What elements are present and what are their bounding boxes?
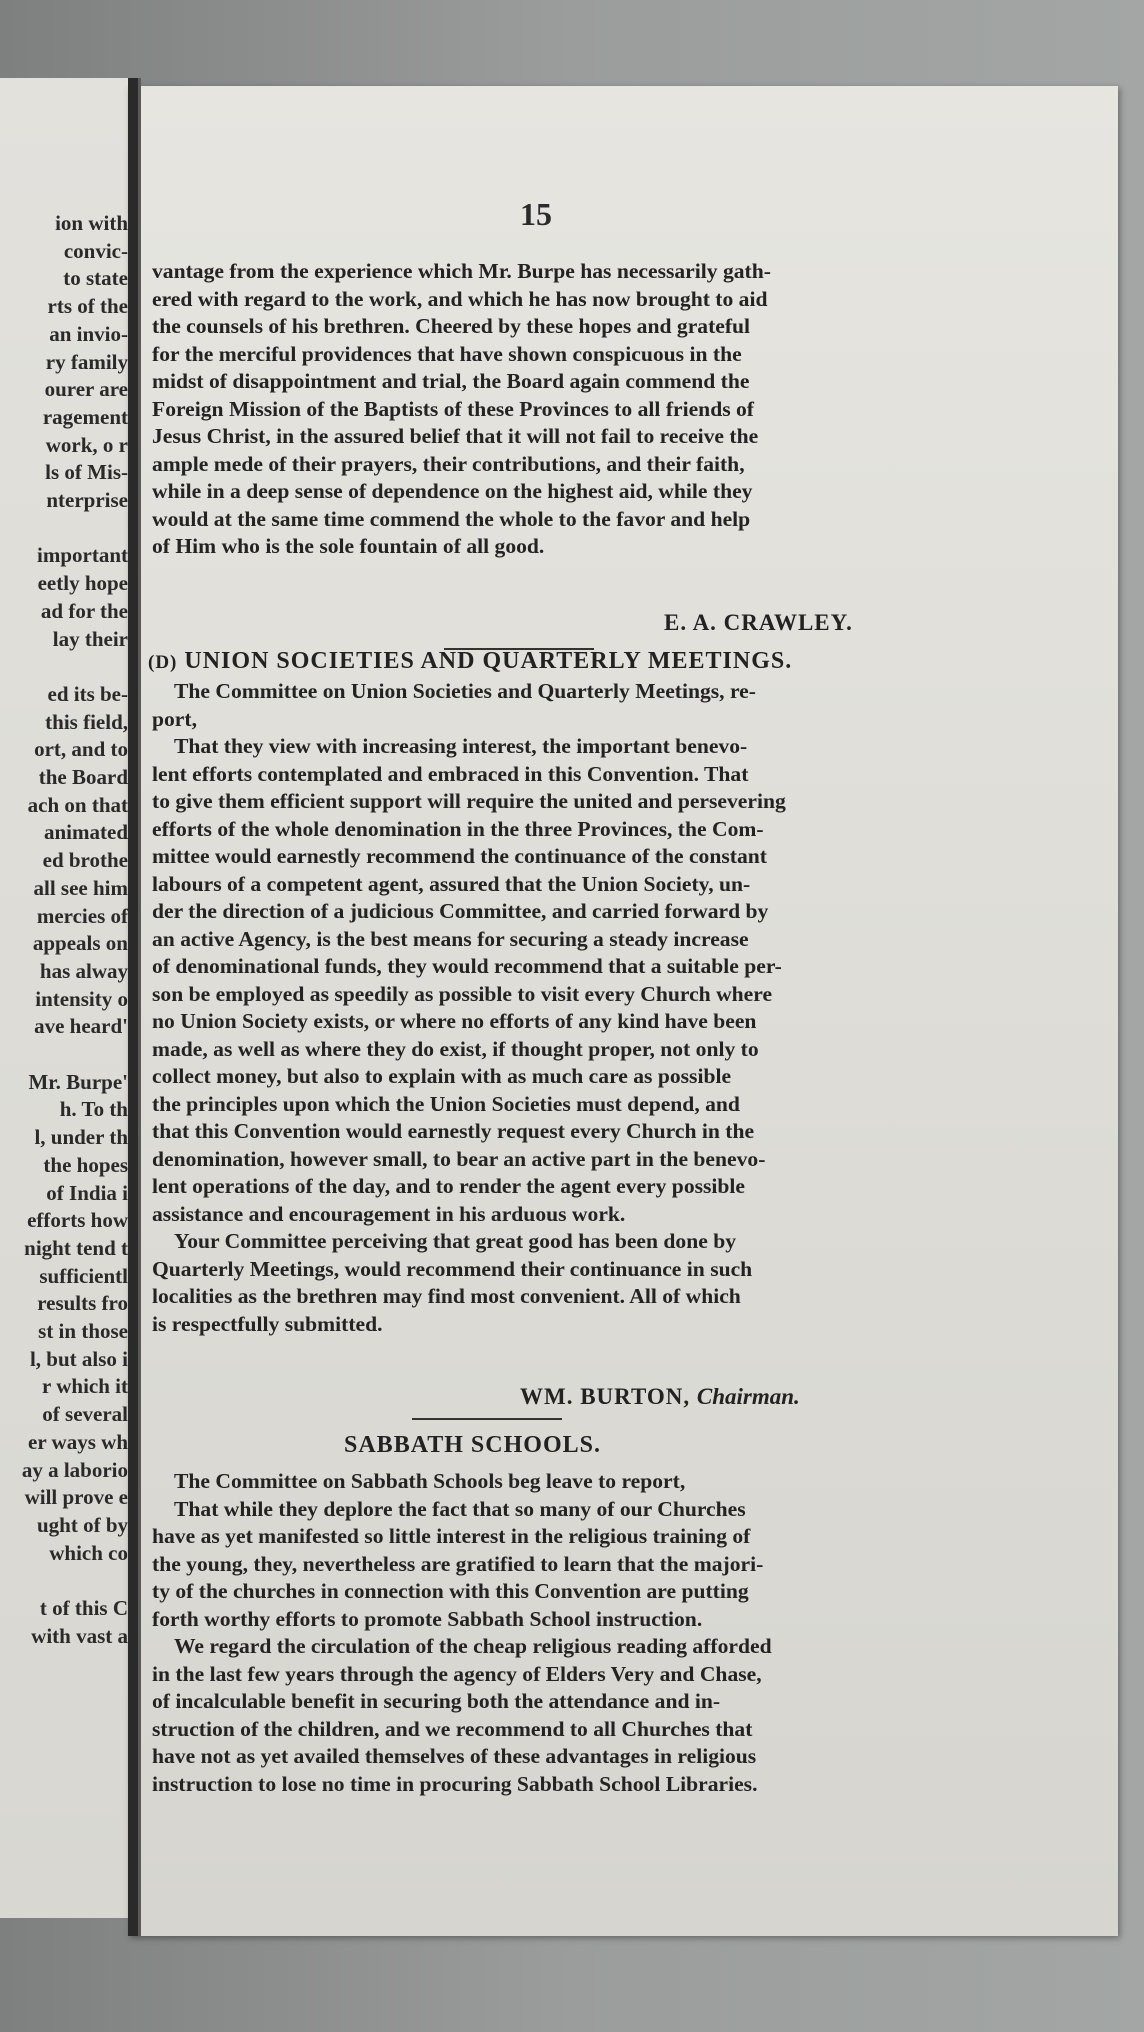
previous-page-line: the hopes (43, 1152, 128, 1177)
section-d-title: UNION SOCIETIES AND QUARTERLY MEETINGS. (184, 648, 793, 674)
text-line: Quarterly Meetings, would recommend their continuance in such (152, 1256, 753, 1281)
previous-page-line: ls of Mis- (45, 460, 128, 485)
text-line: labours of a competent agent, assured that the Union Society, un- (152, 871, 751, 896)
text-line: That they view with increasing interest, the important benevo- (174, 734, 748, 758)
text-line: the counsels of his brethren. Cheered by these hopes and grateful (152, 314, 751, 338)
previous-page-line: ry family (45, 349, 128, 374)
text-line: The Committee on Sabbath Schools beg leave to report, (174, 1469, 686, 1493)
previous-page-line: lay their (52, 626, 128, 651)
previous-page-line: an invio- (49, 321, 128, 346)
previous-page-line: ion with (55, 211, 128, 235)
text-line: ered with regard to the work, and which he has now brought to aid (152, 286, 768, 311)
previous-page-line: er ways wh (28, 1429, 128, 1454)
text-line: der the direction of a judicious Committee, and carried forward by (152, 899, 769, 923)
text-line: port, (152, 706, 197, 731)
previous-page-line: r which it (42, 1374, 128, 1399)
text-line: That while they deplore the fact that so many of our Churches (174, 1496, 746, 1521)
text-line: lent operations of the day, and to render the agent every possible (152, 1174, 746, 1198)
text-line: for the merciful providences that have shown conspicuous in the (152, 341, 742, 366)
previous-page (0, 78, 140, 1918)
text-line: no Union Society exists, or where no efforts of any kind have been (152, 1009, 757, 1033)
previous-page-line: sufficientl (39, 1263, 128, 1288)
previous-page-line: results fro (37, 1291, 128, 1316)
text-line: Jesus Christ, in the assured belief that it will not fail to receive the (152, 424, 759, 448)
previous-page-line: the Board (38, 765, 128, 789)
text-line: made, as well as where they do exist, if thought proper, not only to (152, 1036, 759, 1061)
text-line: assistance and encouragement in his arduous work. (152, 1201, 626, 1226)
previous-page-line: ourer are (44, 377, 128, 402)
previous-page-line: Mr. Burpe' (28, 1069, 128, 1094)
previous-page-line: animated (44, 820, 128, 845)
text-line: localities as the brethren may find most convenient. All of which (152, 1284, 741, 1308)
text-line: ample mede of their prayers, their contributions, and their faith, (152, 451, 745, 476)
text-line: mittee would earnestly recommend the continuance of the constant (152, 844, 767, 868)
previous-page-line: l, but also i (29, 1346, 128, 1371)
previous-page-line: of India i (46, 1180, 128, 1205)
section-divider-2 (412, 1418, 562, 1420)
previous-page-line: ed brothe (42, 848, 128, 873)
text-line: son be employed as speedily as possible to visit every Church where (152, 981, 773, 1006)
previous-page-line: will prove e (24, 1485, 128, 1510)
text-line: Foreign Mission of the Baptists of these Provinces to all friends of (152, 396, 754, 421)
section-d-heading (148, 648, 792, 675)
previous-page-line: eetly hope (37, 571, 128, 596)
previous-page-line: ave heard' (34, 1014, 128, 1039)
previous-page-line: ay a laborio (21, 1457, 128, 1482)
sabbath-schools-body (152, 1468, 912, 1798)
previous-page-line: h. To th (59, 1097, 128, 1122)
previous-page-line: has alway (39, 958, 128, 983)
text-line: denomination, however small, to bear an active part in the benevo- (152, 1146, 766, 1171)
previous-page-line: ragement (42, 404, 128, 429)
text-line: lent efforts contemplated and embraced in this Convention. That (152, 761, 749, 786)
text-line: midst of disappointment and trial, the Board again commend the (152, 369, 750, 393)
section-d-marker: (D) (148, 652, 178, 673)
previous-page-line: l, under th (34, 1125, 128, 1150)
previous-page-line: ort, and to (34, 737, 128, 762)
previous-page-line: ach on that (27, 792, 128, 817)
previous-page-line: efforts how (27, 1208, 128, 1233)
text-line: in the last few years through the agency of Elders Very and Chase, (152, 1661, 762, 1686)
text-line: struction of the children, and we recommend to all Churches that (152, 1716, 753, 1741)
text-line: have not as yet availed themselves of these advantages in religious (152, 1744, 757, 1768)
previous-page-line: appeals on (32, 931, 128, 956)
previous-page-line: st in those (38, 1319, 128, 1343)
previous-page-line: t of this C (39, 1596, 128, 1620)
text-line: the young, they, nevertheless are gratified to learn that the majori- (152, 1551, 764, 1576)
page-number: 15 (520, 196, 552, 232)
sabbath-schools-heading: SABBATH SCHOOLS. (344, 1432, 601, 1458)
text-line: to give them efficient support will require the united and persevering (152, 789, 786, 813)
previous-page-line: to state (63, 266, 128, 291)
text-line: of denominational funds, they would recommend that a suitable per- (152, 954, 782, 978)
previous-page-line: important (37, 543, 128, 568)
text-line: would at the same time commend the whole to the favor and help (152, 506, 751, 531)
text-line: collect money, but also to explain with as much care as possible (152, 1064, 732, 1088)
text-line: ty of the churches in connection with this Convention are putting (152, 1579, 749, 1603)
previous-page-line: convic- (63, 238, 128, 263)
text-line: efforts of the whole denomination in the three Provinces, the Com- (152, 816, 764, 841)
previous-page-line: all see him (33, 875, 128, 900)
text-line: that this Convention would earnestly request every Church in the (152, 1119, 755, 1143)
previous-page-line: work, o r (45, 432, 128, 457)
previous-page-line: night tend t (24, 1235, 128, 1260)
previous-page-line: this field, (45, 709, 128, 734)
text-line: is respectfully submitted. (152, 1311, 383, 1336)
previous-page-line: mercies of (36, 903, 128, 928)
text-line: vantage from the experience which Mr. Burpe has necessarily gath- (152, 259, 771, 283)
previous-page-line: rts of the (47, 294, 128, 319)
previous-page-line: which co (49, 1540, 128, 1565)
text-line: an active Agency, is the best means for securing a steady increase (152, 926, 749, 951)
text-line: the principles upon which the Union Societies must depend, and (152, 1091, 740, 1116)
section-d-body (152, 678, 912, 1338)
intro-paragraph (152, 258, 912, 561)
previous-page-line: nterprise (46, 488, 128, 512)
text-line: of Him who is the sole fountain of all good. (152, 534, 545, 558)
text-line: forth worthy efforts to promote Sabbath School instruction. (152, 1606, 703, 1631)
signature-burton-title: Chairman. (696, 1384, 800, 1409)
book-spine (128, 78, 138, 1936)
previous-page-line: ad for the (40, 598, 128, 623)
text-line: Your Committee perceiving that great good has been done by (174, 1229, 737, 1253)
previous-page-line: ught of by (36, 1512, 128, 1537)
text-line: while in a deep sense of dependence on the highest aid, while they (152, 479, 753, 503)
previous-page-line: ed its be- (47, 681, 128, 706)
signature-crawley: E. A. CRAWLEY. (664, 610, 853, 635)
text-line: We regard the circulation of the cheap religious reading afforded (174, 1634, 772, 1658)
signature-burton (520, 1384, 800, 1410)
previous-page-line: of several (42, 1402, 128, 1427)
text-line: instruction to lose no time in procuring Sabbath School Libraries. (152, 1771, 758, 1796)
text-line: have as yet manifested so little interest in the religious training of (152, 1524, 751, 1548)
previous-page-line: intensity o (35, 986, 128, 1011)
signature-burton-name: WM. BURTON, (520, 1384, 691, 1409)
book-spine-edge (138, 78, 141, 1936)
text-line: of incalculable benefit in securing both the attendance and in- (152, 1689, 721, 1713)
previous-page-line: with vast a (31, 1623, 128, 1648)
text-line: The Committee on Union Societies and Quarterly Meetings, re- (174, 679, 756, 703)
